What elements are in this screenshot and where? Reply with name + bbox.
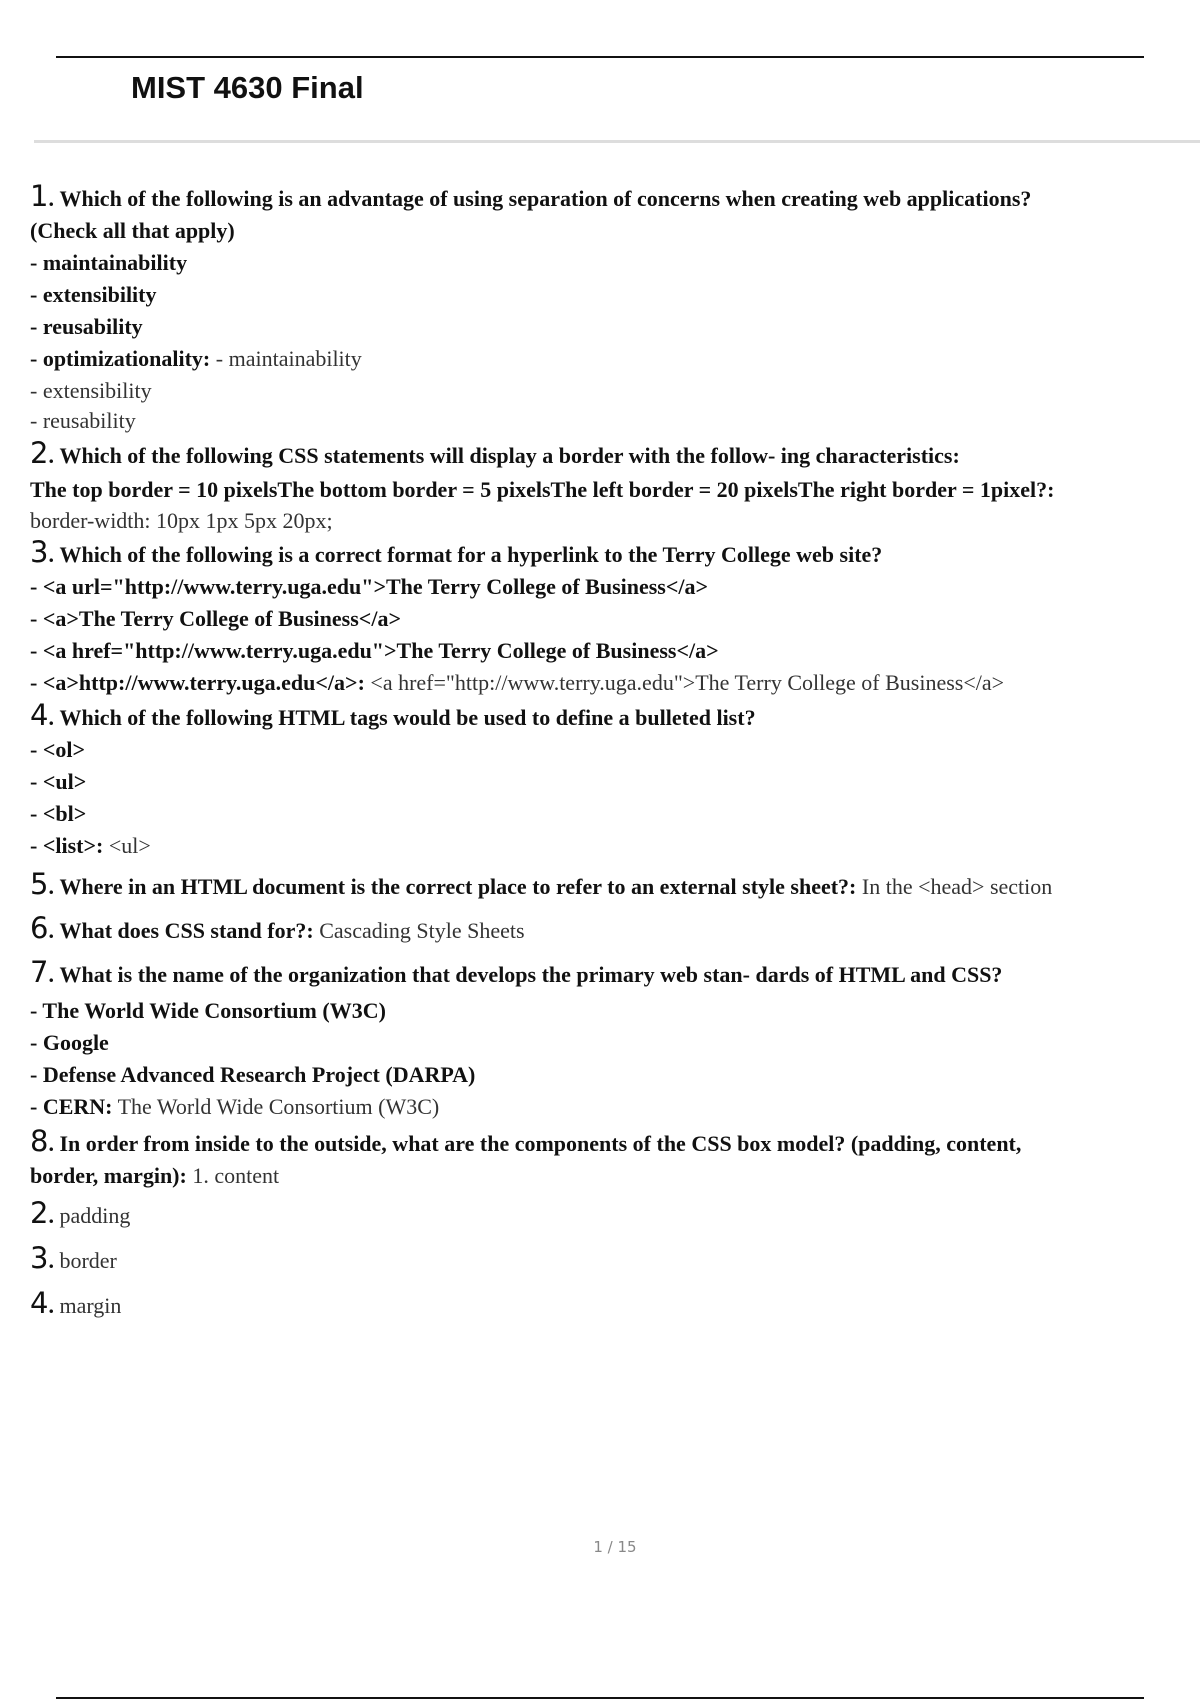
- option: - Defense Advanced Research Project (DARPA): [30, 1062, 476, 1087]
- box-model-step: [30, 1192, 1170, 1237]
- option: - <ol>: [30, 737, 86, 762]
- question-text: Which of the following is a correct format for a hyperlink to the Terry College web site?: [59, 542, 883, 567]
- question-number: 5 .: [30, 867, 54, 901]
- box-model-step: [30, 1282, 1170, 1327]
- option: - Google: [30, 1030, 109, 1055]
- question-7: [30, 952, 1170, 995]
- option: - optimizationality:: [30, 346, 211, 371]
- option: - The World Wide Consortium (W3C): [30, 998, 386, 1023]
- bottom-rule: [56, 1697, 1144, 1699]
- option: - reusability: [30, 314, 143, 339]
- question-text: What is the name of the organization that develops the primary web stan- dards of HTML and CSS?: [59, 962, 1003, 987]
- question-text: What does CSS stand for?:: [59, 918, 314, 943]
- question-number: 6 .: [30, 911, 54, 945]
- title-divider: [34, 140, 1200, 143]
- option: - <bl>: [30, 801, 87, 826]
- answer: Cascading Style Sheets: [319, 918, 525, 943]
- question-text: Where in an HTML document is the correct place to refer to an external style sheet?:: [59, 874, 857, 899]
- question-4: [30, 699, 1170, 734]
- question-text: border, margin):: [30, 1163, 187, 1188]
- answer: - maintainability: [215, 346, 362, 371]
- question-text: Which of the following HTML tags would be used to define a bulleted list?: [59, 705, 756, 730]
- answer: - extensibility: [30, 378, 152, 403]
- question-text: In order from inside to the outside, what are the components of the CSS box model? (padding, content,: [59, 1131, 1022, 1156]
- question-3: [30, 536, 1170, 571]
- question-2: [30, 437, 1170, 472]
- question-6: [30, 907, 1170, 952]
- document-body: [30, 180, 1170, 1327]
- question-5: [30, 864, 1170, 907]
- answer: 1. content: [192, 1163, 280, 1188]
- question-1: [30, 180, 1170, 215]
- option: - <a>http://www.terry.uga.edu</a>:: [30, 670, 365, 695]
- question-number: 2 .: [30, 436, 54, 470]
- question-number: 1 .: [30, 179, 54, 213]
- option: - <list>:: [30, 833, 104, 858]
- question-number: 4 .: [30, 698, 54, 732]
- option-with-answer: [30, 667, 1170, 699]
- step-label: margin: [59, 1293, 122, 1318]
- answer: - reusability: [30, 408, 136, 433]
- page-number: 1 / 15: [593, 1538, 637, 1556]
- option: - CERN:: [30, 1094, 113, 1119]
- option: - <a url="http://www.terry.uga.edu">The Terry College of Business</a>: [30, 574, 709, 599]
- step-number: 2 .: [30, 1196, 54, 1230]
- answer: The World Wide Consortium (W3C): [117, 1094, 440, 1119]
- option: - maintainability: [30, 250, 188, 275]
- step-number: 3 .: [30, 1241, 54, 1275]
- option: - <ul>: [30, 769, 87, 794]
- option-with-answer: [30, 830, 1170, 862]
- answer: <a href="http://www.terry.uga.edu">The Terry College of Business</a>: [370, 670, 1005, 695]
- question-text-continued: The top border = 10 pixelsThe bottom border = 5 pixelsThe left border = 20 pixelsThe right border = 1pixel?:: [30, 477, 1055, 502]
- answer: In the <head> section: [861, 874, 1053, 899]
- box-model-step: [30, 1237, 1170, 1282]
- question-8: [30, 1125, 1170, 1160]
- step-label: padding: [59, 1203, 131, 1228]
- question-text-continued: [30, 1160, 1170, 1192]
- option-with-answer: [30, 1091, 1170, 1123]
- answer: <ul>: [108, 833, 151, 858]
- document-title: MIST 4630 Final: [131, 70, 364, 105]
- question-text-continued: (Check all that apply): [30, 218, 235, 243]
- step-label: border: [59, 1248, 117, 1273]
- step-number: 4 .: [30, 1286, 54, 1320]
- question-number: 7 .: [30, 955, 54, 989]
- top-rule: [56, 56, 1144, 58]
- question-number: 8 .: [30, 1124, 54, 1158]
- answer: border-width: 10px 1px 5px 20px;: [30, 508, 333, 533]
- option: - <a>The Terry College of Business</a>: [30, 606, 401, 631]
- question-text: Which of the following CSS statements will display a border with the follow- ing characteristics:: [59, 443, 960, 468]
- option: - <a href="http://www.terry.uga.edu">The Terry College of Business</a>: [30, 638, 719, 663]
- option: - extensibility: [30, 282, 157, 307]
- question-number: 3 .: [30, 535, 54, 569]
- question-text: Which of the following is an advantage of using separation of concerns when creating web applications?: [59, 186, 1032, 211]
- option-with-answer: [30, 343, 1170, 375]
